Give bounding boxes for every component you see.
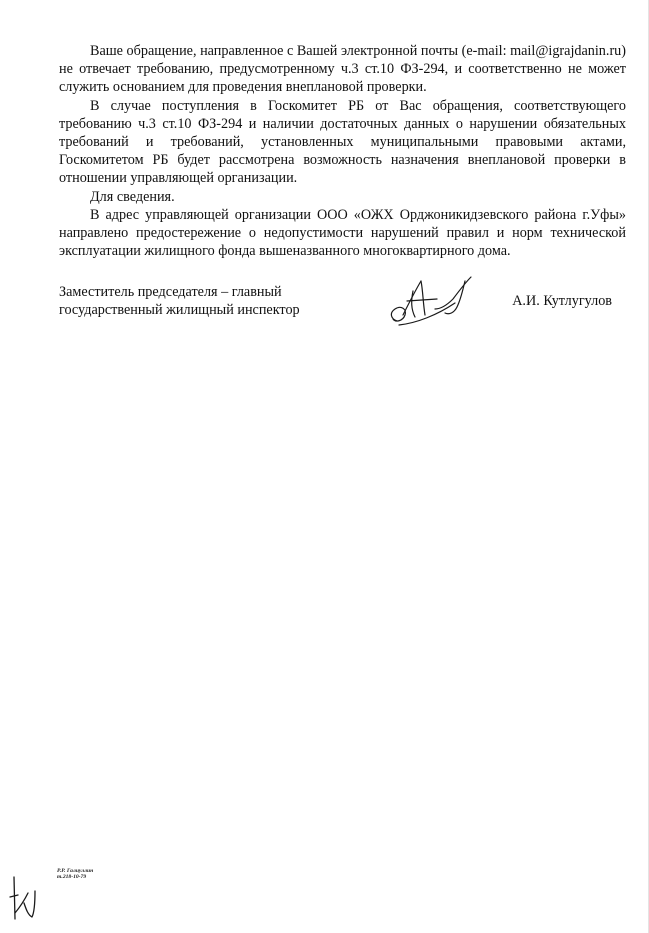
signatory-position-line2: государственный жилищный инспектор bbox=[59, 302, 300, 319]
executor-info bbox=[57, 868, 93, 881]
paragraph-for-information: Для сведения. bbox=[90, 188, 175, 205]
signatory-name: А.И. Кутлугулов bbox=[512, 293, 612, 309]
paragraph-warning-issued: В адрес управляющей организации ООО «ОЖХ Орджоникидзевского района г.Уфы» направлено предостережение о недопустимости нарушений правил и норм технической эксплуатации жилищного фонда вышеназванного многоквартирного дома. bbox=[59, 206, 626, 260]
executor-name: Р.Р. Галиуллин bbox=[57, 868, 94, 874]
handwritten-corner-mark bbox=[8, 873, 40, 923]
letter-body bbox=[59, 42, 626, 260]
handwritten-signature bbox=[377, 269, 487, 329]
paragraph-email-notice: Ваше обращение, направленное с Вашей электронной почты (e-mail: mail@igrajdanin.ru) не отвечает требованию, предусмотренному ч.3 ст.10 ФЗ-294, и соответственно не может служить основанием для проведения внеплановой проверки. bbox=[59, 43, 626, 96]
signatory-position bbox=[59, 283, 349, 319]
signature-block bbox=[59, 283, 626, 333]
executor-phone: т.218-10-79 bbox=[57, 874, 87, 881]
signatory-position-line1: Заместитель председателя – главный bbox=[59, 284, 282, 300]
paragraph-inspection-conditions: В случае поступления в Госкомитет РБ от Вас обращения, соответствующего требованию ч.3 ст.10 ФЗ-294 и наличии достаточных данных о нарушении обязательных требований и требований, установленных муниципальными правовыми актами, Госкомитетом РБ будет рассмотрена возможность назначения внеплановой проверки в отношении управляющей организации. bbox=[59, 97, 626, 187]
